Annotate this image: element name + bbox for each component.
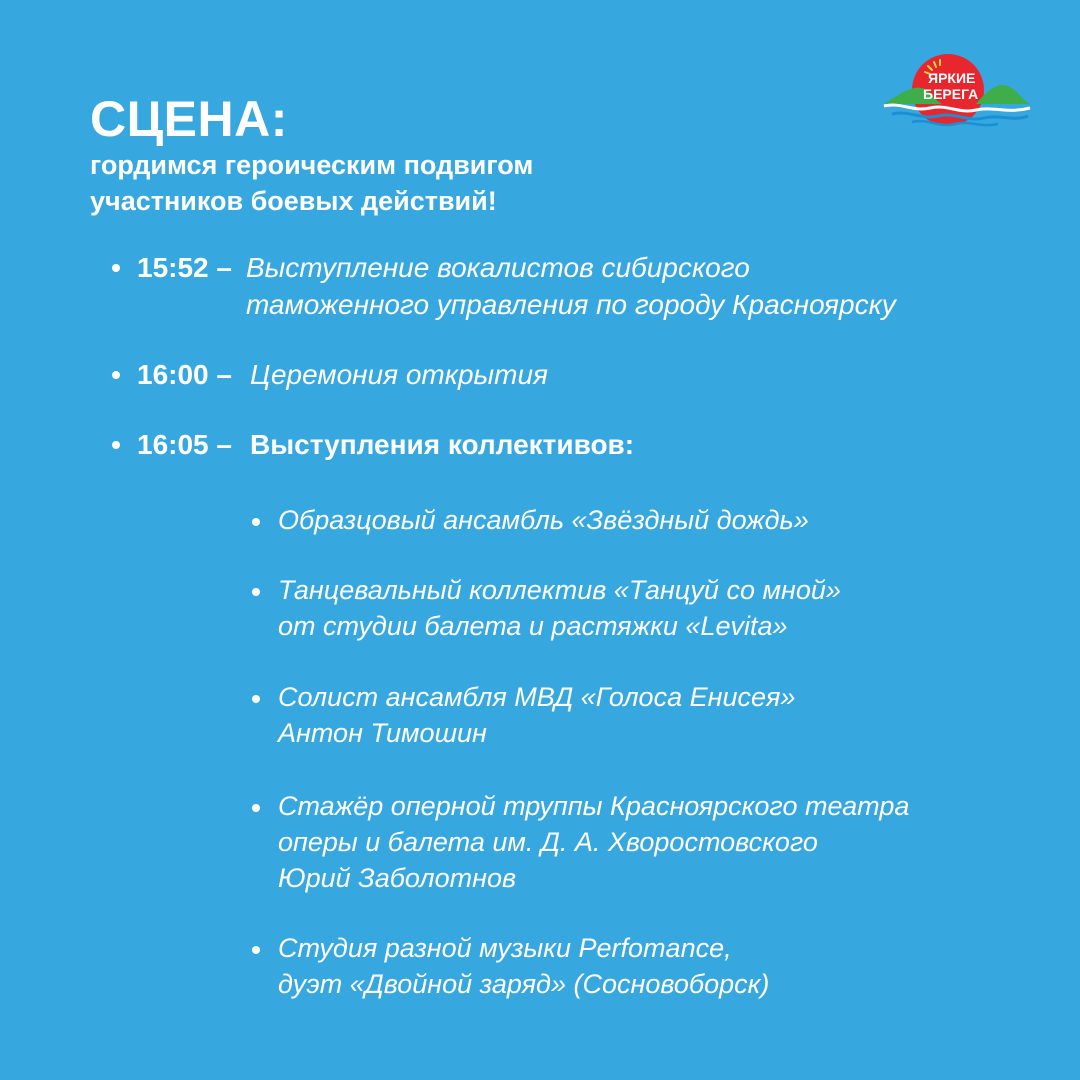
bullet-icon bbox=[252, 695, 260, 703]
performer-item bbox=[278, 679, 795, 751]
performer-line: от студии балета и растяжки «Levita» bbox=[278, 611, 788, 641]
performer-item bbox=[278, 930, 769, 1002]
bullet-icon bbox=[112, 441, 120, 449]
page-subtitle bbox=[90, 147, 533, 219]
schedule-desc-line: таможенного управления по городу Красноярску bbox=[246, 289, 896, 320]
schedule-desc: Выступления коллективов: bbox=[250, 429, 635, 460]
schedule-desc bbox=[246, 249, 896, 323]
performer-line: Образцовый ансамбль «Звёздный дождь» bbox=[278, 505, 809, 535]
performer-line: оперы и балета им. Д. А. Хворостовского bbox=[278, 827, 818, 857]
page-title: СЦЕНА: bbox=[90, 91, 288, 147]
bullet-icon bbox=[252, 518, 260, 526]
performer-line: Танцевальный коллектив «Танцуй со мной» bbox=[278, 575, 841, 605]
schedule-time: 16:00 – bbox=[137, 359, 232, 390]
performer-item bbox=[278, 572, 841, 644]
festival-logo bbox=[882, 52, 1032, 130]
performer-line: Солист ансамбля МВД «Голоса Енисея» bbox=[278, 682, 796, 712]
performer-line: Студия разной музыки Perfomance, bbox=[278, 933, 732, 963]
schedule-desc-line: Церемония открытия bbox=[250, 359, 549, 390]
schedule-desc bbox=[250, 356, 548, 393]
bullet-icon bbox=[252, 804, 260, 812]
performer-item bbox=[278, 788, 909, 896]
performer-item bbox=[278, 502, 809, 538]
performer-line: дуэт «Двойной заряд» (Сосновоборск) bbox=[278, 969, 770, 999]
schedule-time: 16:05 – bbox=[137, 429, 232, 460]
logo-text-bottom: БЕРЕГА bbox=[923, 86, 979, 102]
performer-line: Юрий Заболотнов bbox=[278, 863, 517, 893]
performer-line: Стажёр оперной труппы Красноярского театра bbox=[278, 791, 910, 821]
schedule-time: 15:52 – bbox=[137, 252, 232, 283]
logo-text-top: ЯРКИЕ bbox=[928, 70, 976, 86]
subtitle-line: участников боевых действий! bbox=[90, 186, 497, 216]
bullet-icon bbox=[252, 946, 260, 954]
bullet-icon bbox=[252, 588, 260, 596]
performer-line: Антон Тимошин bbox=[278, 718, 487, 748]
hills-right bbox=[976, 85, 1030, 104]
bullet-icon bbox=[112, 264, 120, 272]
bullet-icon bbox=[112, 371, 120, 379]
subtitle-line: гордимся героическим подвигом bbox=[90, 150, 534, 180]
schedule-desc-line: Выступление вокалистов сибирского bbox=[246, 252, 750, 283]
